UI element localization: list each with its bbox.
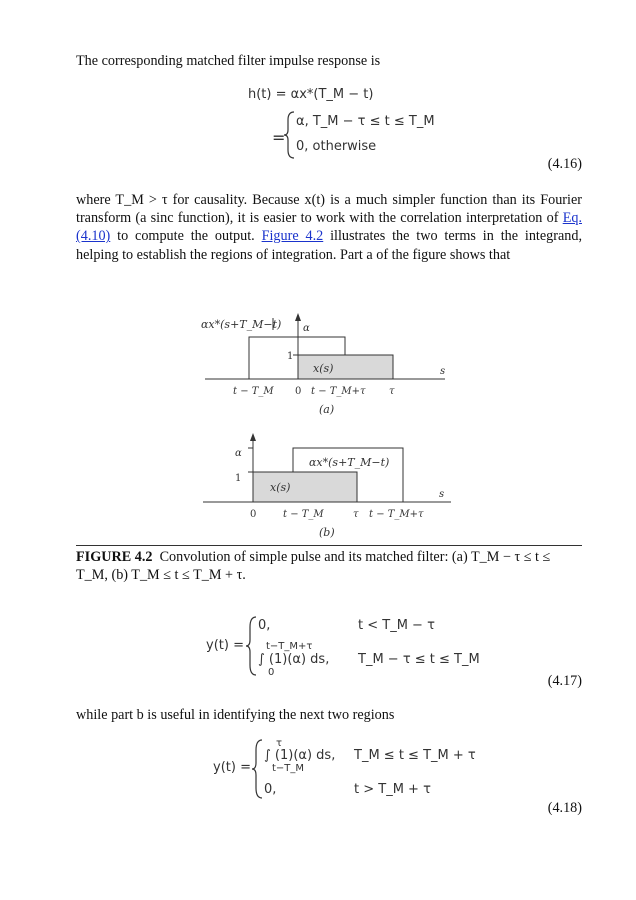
eq417-lhs: y(t) = <box>206 638 244 653</box>
eq418-row1-lower: t−T_M <box>272 763 305 774</box>
fig-b-top-label: αx*(s+T_M−t) <box>309 456 390 469</box>
fig-a-one: 1 <box>287 351 294 362</box>
figure-caption <box>76 548 582 585</box>
eq417-brace <box>246 615 258 677</box>
eq418-row1-left: ∫ (1)(α) ds, <box>264 748 336 763</box>
fig-a-xs: x(s) <box>313 362 334 375</box>
para-intro: The corresponding matched filter impulse response is <box>76 53 381 69</box>
para-body-part1: where T_M > τ for causality. Because x(t) is a much simpler function than its Fourier transform (a sinc function), it is easier to work with the correlation interpretation of <box>76 192 582 227</box>
eq417-row1-left: 0, <box>258 618 271 633</box>
fig-b-tick-tau: τ <box>353 509 359 520</box>
fig-b-xs: x(s) <box>270 481 291 494</box>
fig-a-tick-tau: τ <box>389 386 395 397</box>
fig-b-s: s <box>439 489 445 500</box>
para-regions: while part b is useful in identifying the next two regions <box>76 707 395 723</box>
eq417-row2-right: T_M − τ ≤ t ≤ T_M <box>358 652 480 667</box>
eq416-number: (4.16) <box>547 156 582 172</box>
caption-label: FIGURE 4.2 <box>76 549 153 565</box>
eq-4-10-link[interactable]: Eq. (4.10) <box>76 210 582 245</box>
eq416-case1: α, T_M − τ ≤ t ≤ T_M <box>296 114 435 129</box>
eq416-equals: = <box>272 128 286 147</box>
fig-a-sub: (a) <box>319 403 335 416</box>
fig-b-tick-t-tm: t − T_M <box>283 509 324 520</box>
fig-b-one: 1 <box>235 473 242 484</box>
eq418-brace <box>252 738 264 800</box>
eq418-lhs: y(t) = <box>213 760 251 775</box>
figure-4-2b <box>195 428 465 543</box>
xs-pulse-b <box>253 472 357 502</box>
fig-b-sub: (b) <box>319 526 335 539</box>
fig-b-tick-zero: 0 <box>250 509 257 520</box>
fig-a-tick-t-tm-tau: t − T_M+τ <box>311 386 366 397</box>
caption-rule <box>76 545 582 546</box>
fig-a-s: s <box>440 366 446 377</box>
eq418-row1-upper: τ <box>276 738 283 749</box>
para-body-part3: illustrates the two terms in the integrand, helping to establish the regions of integration. Part a of the figure shows that <box>76 228 583 263</box>
eq417-row2-left: ∫ (1)(α) ds, <box>258 652 330 667</box>
eq418-number: (4.18) <box>547 800 582 816</box>
figure-4-2-link[interactable]: Figure 4.2 <box>261 228 324 245</box>
eq418-row1-right: T_M ≤ t ≤ T_M + τ <box>354 748 476 763</box>
eq417-number: (4.17) <box>547 673 582 689</box>
caption-text: Convolution of simple pulse and its matched filter: (a) T_M − τ ≤ t ≤ T_M, (b) T_M ≤ t ≤ T_M + τ. <box>76 549 551 584</box>
fig-a-tick-t-tm: t − T_M <box>233 386 274 397</box>
fig-b-tick-t-tm-tau: t − T_M+τ <box>369 509 424 520</box>
eq418-row2-left: 0, <box>264 782 277 797</box>
eq416-line1: h(t) = αx*(T_M − t) <box>248 87 374 102</box>
para-body <box>76 191 582 264</box>
eq417-row2-lower: 0 <box>268 667 275 678</box>
fig-a-alpha: α <box>303 323 310 334</box>
fig-a-top-label: αx*(s+T_M−t) <box>201 318 282 331</box>
fig-a-tick-zero: 0 <box>295 386 302 397</box>
eq417-row1-right: t < T_M − τ <box>358 618 435 633</box>
figure-4-2a <box>195 308 465 423</box>
para-body-part2: to compute the output. <box>110 228 262 245</box>
eq418-row2-right: t > T_M + τ <box>354 782 431 797</box>
eq416-case2: 0, otherwise <box>296 139 377 154</box>
eq416-brace <box>284 110 296 160</box>
fig-b-alpha: α <box>235 448 242 459</box>
eq417-row2-upper: t−T_M+τ <box>266 641 313 652</box>
